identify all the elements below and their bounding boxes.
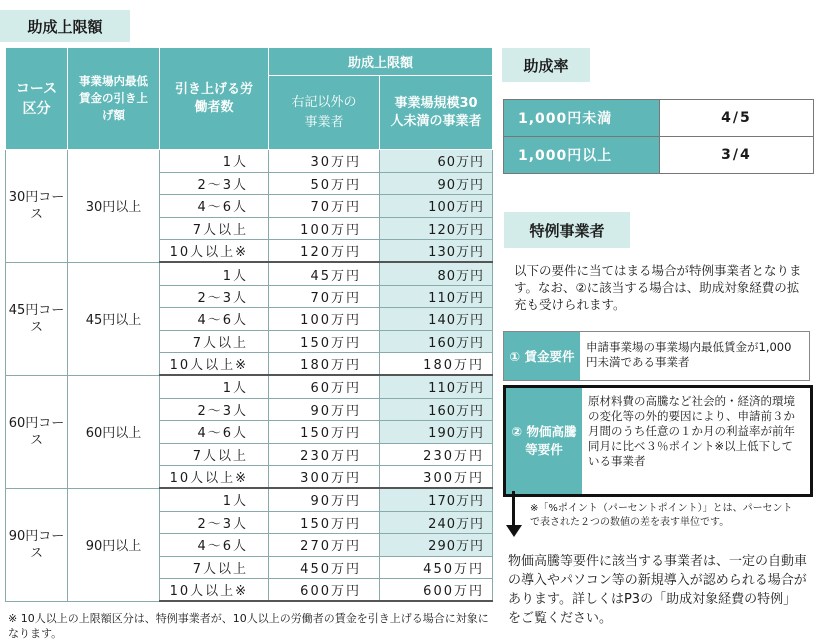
header-course: コース区分	[6, 48, 68, 150]
cap-other-cell: 450万円	[269, 556, 380, 579]
requirement-wage-text: 申請事業場の事業場内最低賃金が1,000円未満である事業者	[580, 332, 802, 380]
table-row	[6, 150, 493, 173]
header-small: 事業場規模30人未満の事業者	[380, 76, 493, 150]
workers-cell: 10人以上※	[160, 466, 269, 489]
workers-cell: 7人以上	[160, 330, 269, 353]
special-bottom-text: 物価高騰等要件に該当する事業者は、一定の自動車の導入やパソコン等の新規導入が認められる場合があります。詳しくはP3の「助成対象経費の特例」をご覧ください。	[508, 554, 808, 626]
cap-small-cell: 230万円	[380, 443, 493, 466]
cap-small-cell: 180万円	[380, 353, 493, 376]
rate-row	[504, 100, 814, 137]
workers-cell: 2～3人	[160, 172, 269, 195]
cap-other-cell: 100万円	[269, 308, 380, 331]
cap-other-cell: 45万円	[269, 262, 380, 285]
cap-small-cell: 100万円	[380, 195, 493, 218]
section-title-rate: 助成率	[502, 48, 590, 82]
cap-other-cell: 600万円	[269, 579, 380, 602]
workers-cell: 2～3人	[160, 398, 269, 421]
course-raise: 30円以上	[68, 150, 160, 263]
percentage-point-note: ※「%ポイント（パーセントポイント）」とは、パーセントで表された２つの数値の差を表す単位です。	[530, 503, 793, 528]
workers-cell: 1人	[160, 375, 269, 398]
workers-cell: 1人	[160, 262, 269, 285]
cap-other-cell: 150万円	[269, 511, 380, 534]
cap-other-cell: 50万円	[269, 172, 380, 195]
cap-other-cell: 300万円	[269, 466, 380, 489]
cap-small-cell: 120万円	[380, 217, 493, 240]
course-name: 30円コース	[6, 150, 68, 263]
cap-small-cell: 190万円	[380, 421, 493, 444]
cap-other-cell: 60万円	[269, 375, 380, 398]
workers-cell: 2～3人	[160, 511, 269, 534]
workers-cell: 10人以上※	[160, 579, 269, 602]
course-name: 45円コース	[6, 262, 68, 375]
special-description: 以下の要件に当てはまる場合が特例事業者となります。なお、②に該当する場合は、助成対象経費の拡充も受けられます。	[514, 263, 802, 312]
requirement-wage	[503, 331, 810, 381]
workers-cell: 7人以上	[160, 217, 269, 240]
table-row	[6, 262, 493, 285]
workers-cell: 2～3人	[160, 285, 269, 308]
cap-small-cell: 290万円	[380, 534, 493, 557]
cap-small-cell: 90万円	[380, 172, 493, 195]
workers-cell: 4～6人	[160, 308, 269, 331]
cap-small-cell: 600万円	[380, 579, 493, 602]
header-minwage: 事業場内最低賃金の引き上げ額	[68, 48, 160, 150]
cap-other-cell: 120万円	[269, 240, 380, 263]
rate-value: 3/4	[659, 137, 813, 174]
subsidy-cap-table	[5, 47, 493, 602]
cap-small-cell: 140万円	[380, 308, 493, 331]
cap-small-cell: 240万円	[380, 511, 493, 534]
rate-label: 1,000円未満	[504, 100, 660, 137]
workers-cell: 4～6人	[160, 421, 269, 444]
cap-small-cell: 170万円	[380, 488, 493, 511]
course-name: 90円コース	[6, 488, 68, 601]
rate-row	[504, 137, 814, 174]
arrow-head-icon	[506, 525, 522, 537]
cap-other-cell: 150万円	[269, 421, 380, 444]
cap-other-cell: 180万円	[269, 353, 380, 376]
rate-label: 1,000円以上	[504, 137, 660, 174]
cap-other-cell: 70万円	[269, 195, 380, 218]
workers-cell: 7人以上	[160, 556, 269, 579]
cap-small-cell: 130万円	[380, 240, 493, 263]
cap-small-cell: 450万円	[380, 556, 493, 579]
workers-cell: 4～6人	[160, 195, 269, 218]
section-title-subsidy-cap: 助成上限額	[0, 10, 130, 42]
cap-other-cell: 30万円	[269, 150, 380, 173]
arrow-down-icon	[512, 491, 515, 527]
requirement-wage-label: ① 賃金要件	[504, 332, 580, 380]
workers-cell: 1人	[160, 488, 269, 511]
cap-other-cell: 150万円	[269, 330, 380, 353]
table-row	[6, 375, 493, 398]
cap-other-cell: 90万円	[269, 488, 380, 511]
workers-cell: 4～6人	[160, 534, 269, 557]
cap-small-cell: 60万円	[380, 150, 493, 173]
workers-cell: 10人以上※	[160, 240, 269, 263]
header-other: 右記以外の事業者	[269, 76, 380, 150]
cap-other-cell: 100万円	[269, 217, 380, 240]
requirement-price	[503, 385, 813, 497]
workers-cell: 10人以上※	[160, 353, 269, 376]
cap-small-cell: 110万円	[380, 375, 493, 398]
requirement-price-label: ② 物価高騰等要件	[506, 388, 582, 494]
cap-small-cell: 300万円	[380, 466, 493, 489]
cap-small-cell: 160万円	[380, 398, 493, 421]
section-title-special: 特例事業者	[504, 212, 630, 248]
cap-small-cell: 110万円	[380, 285, 493, 308]
requirement-price-text: 原材料費の高騰など社会的・経済的環境の変化等の外的要因により、申請前３か月間のうち任意の１か月の利益率が前年同月に比べ３％ポイント※以上低下している事業者	[582, 388, 802, 494]
rate-value: 4/5	[659, 100, 813, 137]
rate-table	[503, 99, 814, 174]
course-raise: 90円以上	[68, 488, 160, 601]
table-row	[6, 488, 493, 511]
course-name: 60円コース	[6, 375, 68, 488]
course-raise: 45円以上	[68, 262, 160, 375]
footnote: ※ 10人以上の上限額区分は、特例事業者が、10人以上の労働者の賃金を引き上げる場合に対象になります。	[8, 612, 489, 640]
cap-small-cell: 160万円	[380, 330, 493, 353]
cap-other-cell: 230万円	[269, 443, 380, 466]
cap-other-cell: 90万円	[269, 398, 380, 421]
workers-cell: 1人	[160, 150, 269, 173]
cap-other-cell: 70万円	[269, 285, 380, 308]
header-workers: 引き上げる労働者数	[160, 48, 269, 150]
course-raise: 60円以上	[68, 375, 160, 488]
workers-cell: 7人以上	[160, 443, 269, 466]
cap-other-cell: 270万円	[269, 534, 380, 557]
cap-small-cell: 80万円	[380, 262, 493, 285]
header-cap: 助成上限額	[269, 48, 493, 76]
